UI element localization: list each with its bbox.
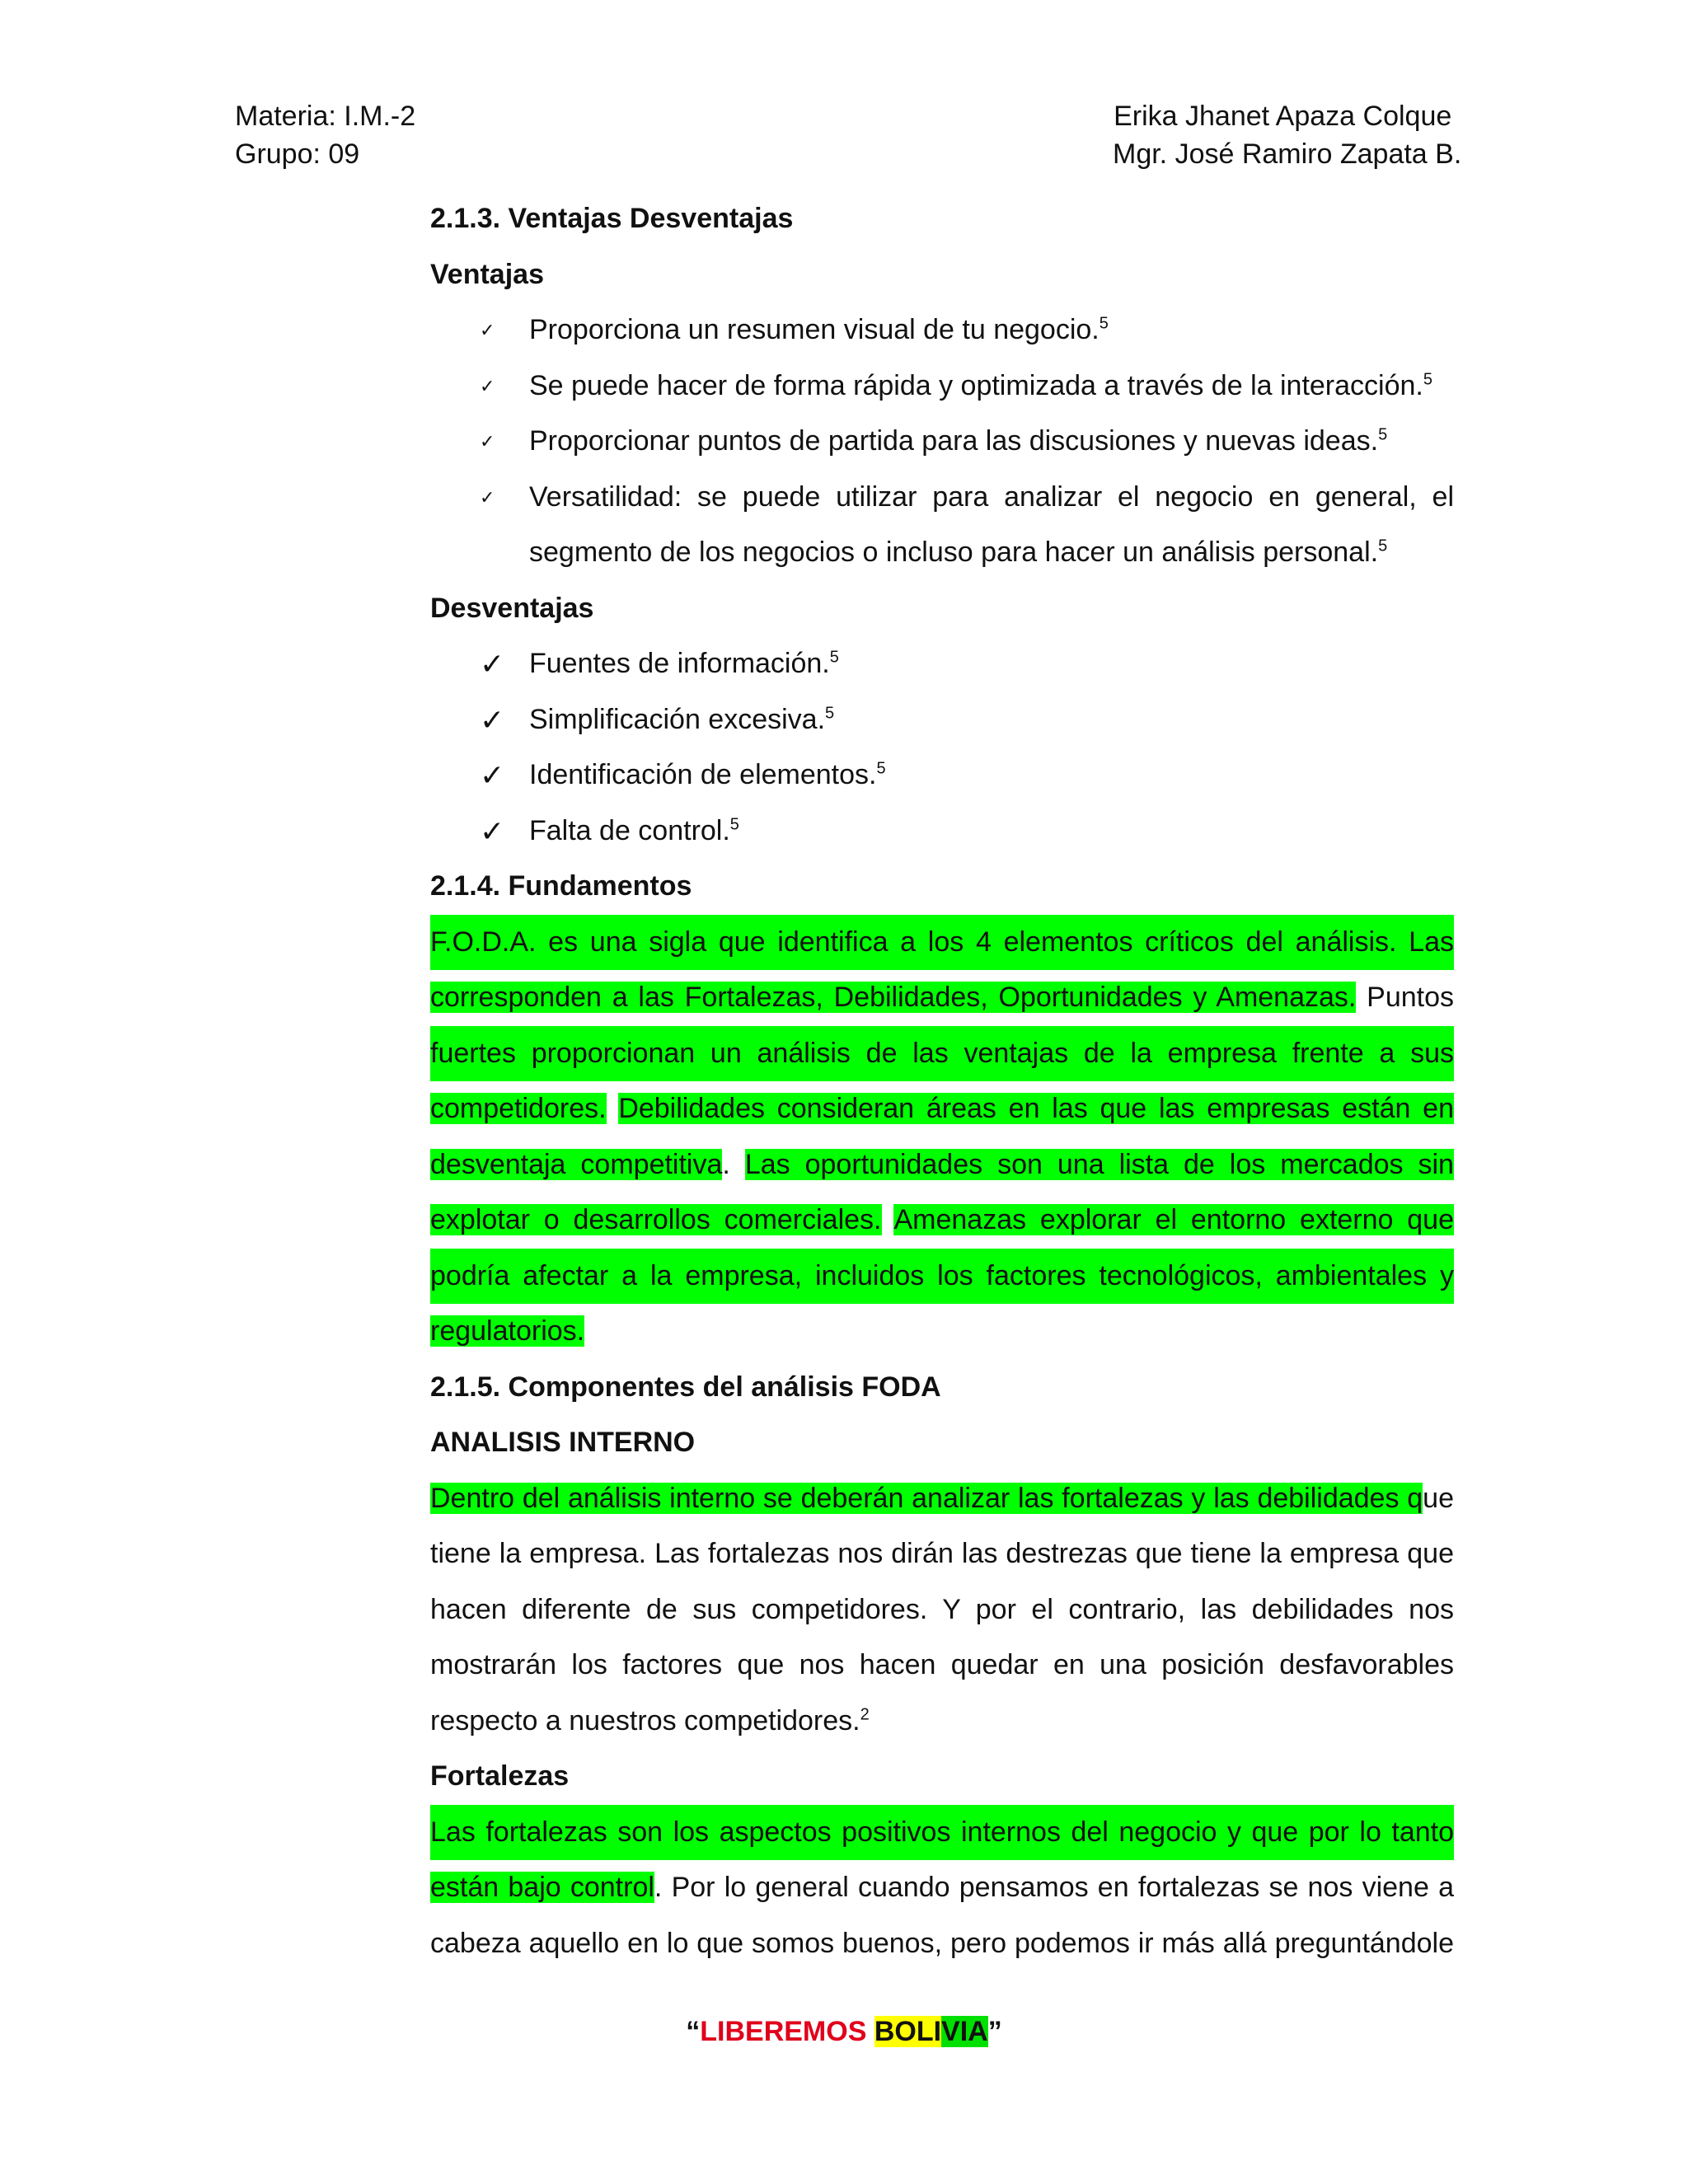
check-icon: ✓ [480,758,505,792]
desventaja-item: ✓ Identificación de elementos.$^5$ [430,748,1454,804]
section-heading-214: 2.1.4. Fundamentos [430,870,692,902]
text-line: respecto a nuestros competidores.$^2$ [430,1704,870,1736]
highlighted-text: están bajo control [430,1872,654,1903]
highlighted-text: Debilidades consideran áreas en las que las empresas están en [430,1093,1454,1137]
text-line: tiene la empresa. Las fortalezas nos dirán las destrezas que tiene la empresa que [430,1538,1454,1569]
desventajas-heading: Desventajas [430,592,594,624]
footnote-ref: 5 [825,704,835,723]
text-line: Dentro del análisis interno se deberán analizar las fortalezas y las debilidades que [430,1482,1454,1514]
ventajas-heading: Ventajas [430,258,544,290]
fortalezas-heading: Fortalezas [430,1760,570,1792]
text-line: cabeza aquello en lo que somos buenos, pero podemos ir más allá preguntándole [430,1927,1454,1959]
author-name: Erika Jhanet Apaza Colque [1114,101,1452,132]
check-icon: ✓ [480,320,495,340]
text-line [430,1304,1454,1360]
group-label: Grupo: 09 [235,138,360,170]
section-heading-213: 2.1.3. Ventajas Desventajas [430,203,794,234]
highlighted-text: competidores. [430,1093,607,1124]
check-icon: ✓ [480,431,495,452]
highlighted-text: corresponden a las Fortalezas, Debilidades, Oportunidades y Amenazas. [430,982,1357,1013]
footer-slogan: “LIBEREMOS BOLIVIA” [686,2016,1002,2047]
text-line: están bajo control. Por lo general cuando pensamos en fortalezas se nos viene a [430,1872,1454,1903]
slogan-green-text: VIA [941,2016,988,2047]
header-left [235,97,415,173]
slogan-red-text: LIBEREMOS [700,2016,874,2047]
check-icon: ✓ [480,813,505,848]
highlighted-text-line: fuertes proporcionan un análisis de las ventajas de la empresa frente a sus [430,1026,1454,1082]
desventaja-item: ✓ Simplificación excesiva.$^5$ [430,692,1454,748]
footnote-ref: 5 [829,648,839,667]
header-right [1113,97,1461,173]
footnote-ref: 5 [876,759,886,778]
text-line: desventaja competitiva. Las oportunidades son una lista de los mercados sin [430,1148,1454,1180]
highlighted-text-line: podría afectar a la empresa, incluidos los factores tecnológicos, ambientales y [430,1249,1454,1305]
footnote-ref: 5 [1378,537,1388,555]
ventaja-item: ✓ Proporciona un resumen visual de tu negocio.$^5$ [430,302,1454,359]
footnote-ref: 5 [1423,370,1432,389]
check-icon: ✓ [480,647,505,681]
slogan-yellow-text: BOLI [874,2016,942,2047]
text-line [430,1081,1454,1137]
desventaja-item: ✓ Fuentes de información.$^5$ [430,636,1454,692]
footnote-ref: 2 [860,1705,870,1724]
highlighted-text: regulatorios. [430,1315,585,1347]
section-heading-215: 2.1.5. Componentes del análisis FODA [430,1371,941,1403]
document-body [430,191,1454,1971]
desventaja-item: ✓ Falta de control.$^5$ [430,804,1454,860]
text-line: corresponden a las Fortalezas, Debilidades, Oportunidades y Amenazas. Puntos [430,982,1454,1013]
footnote-ref: 5 [1099,314,1109,333]
highlighted-text: explotar o desarrollos comerciales. [430,1204,882,1235]
check-icon: ✓ [480,486,495,508]
ventaja-item: ✓ Proporcionar puntos de partida para las discusiones y nuevas ideas.$^5$ [430,414,1454,470]
check-icon: ✓ [480,702,505,737]
highlighted-text: desventaja competitiva [430,1148,723,1180]
text-line: mostrarán los factores que nos hacen quedar en una posición desfavorables [430,1649,1454,1680]
ventaja-item: ✓ Se puede hacer de forma rápida y optimizada a través de la interacción.$^5$ [430,359,1454,415]
highlighted-text: Amenazas explorar el entorno externo que [893,1204,1454,1235]
analisis-interno-heading: ANALISIS INTERNO [430,1427,696,1458]
highlighted-text-line: F.O.D.A. es una sigla que identifica a los 4 elementos críticos del análisis. Las [430,915,1454,971]
highlighted-text: Dentro del análisis interno se deberán analizar las fortalezas y las debilidades q [430,1482,1423,1514]
text-line: hacen diferente de sus competidores. Y por el contrario, las debilidades nos [430,1593,1454,1625]
highlighted-text-line: Las fortalezas son los aspectos positivos internos del negocio y que por lo tanto [430,1805,1454,1861]
teacher-name: Mgr. José Ramiro Zapata B. [1113,138,1462,170]
footnote-ref: 5 [1378,425,1388,444]
footnote-ref: 5 [729,815,739,834]
ventaja-item-continuation: segmento de los negocios o incluso para hacer un análisis personal.$^5$ [529,537,1388,568]
highlighted-text: Las oportunidades son una lista de los mercados sin [744,1148,1454,1180]
ventaja-item: ✓ Versatilidad: se puede utilizar para analizar el negocio en general, el [430,470,1454,526]
subject-label: Materia: I.M.-2 [235,101,416,132]
text-line [430,1193,1454,1249]
check-icon: ✓ [480,375,495,396]
